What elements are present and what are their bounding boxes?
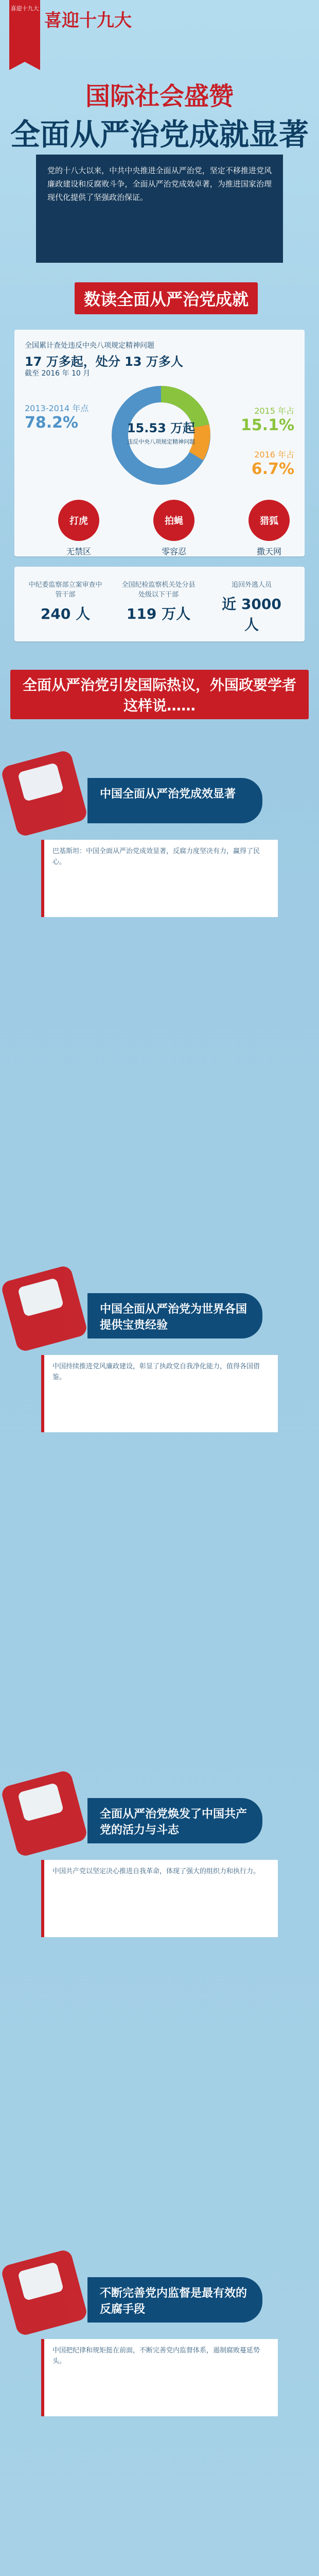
- quote-2-card: [41, 1355, 278, 1432]
- quote-1-body: 巴基斯坦：中国全面从严治党成效显著，反腐力度坚决有力，赢得了民心。: [52, 848, 260, 866]
- stat-fly-badge: 拍蝇: [153, 500, 194, 541]
- figure-3-label: 2015 年占: [254, 406, 294, 416]
- quote-2-callout: [87, 1293, 262, 1338]
- numbers-subtitle: 截至 2016 年 10 月: [25, 369, 91, 378]
- stat-tiger-sub: 无禁区: [66, 547, 91, 556]
- quote-3-title: 全面从严治党焕发了中国共产党的活力与斗志: [100, 1808, 247, 1837]
- title-line-1: 国际社会盛赞: [85, 83, 234, 110]
- stat-fox-badge: 猎狐: [249, 500, 290, 541]
- case-card-3-value: 近 3000 人: [222, 596, 281, 633]
- fist-icon-2: [0, 1264, 88, 1352]
- case-card-3-label: 追回外逃人员: [231, 581, 272, 589]
- quote-3-callout: [87, 1798, 262, 1843]
- ring-chart: [104, 379, 218, 492]
- figure-1-value: 17 万多起，处分 13 万多人: [25, 354, 183, 369]
- top-ribbon: 喜迎十九大: [9, 0, 40, 62]
- international-headline: 全面从严治党引发国际热议，外国政要学者这样说……: [10, 670, 309, 719]
- case-card-2-label: 全国纪检监察机关处分县处级以下干部: [121, 581, 196, 599]
- fist-icon-1: [0, 749, 88, 837]
- quote-3-body: 中国共产党以坚定决心推进自我革命，体现了强大的组织力和执行力。: [52, 1868, 260, 1875]
- stat-fly: [135, 500, 212, 557]
- title-line-2: 全面从严治党成就显著: [10, 118, 309, 151]
- figure-2: [25, 402, 88, 432]
- quote-4-callout: [87, 2277, 262, 2323]
- figure-2-value: 78.2%: [25, 414, 79, 432]
- stat-tiger-badge: 打虎: [58, 500, 99, 541]
- quote-3-card: [41, 1860, 278, 1937]
- case-card-1-label: 中纪委监察部立案审查中管干部: [28, 581, 102, 599]
- figure-2-label: 2013-2014 年点: [25, 403, 89, 413]
- quote-2-title: 中国全面从严治党为世界各国提供宝贵经验: [100, 1303, 247, 1332]
- numbers-title: 数读全面从严治党成就: [75, 282, 258, 314]
- quote-1-card: [41, 840, 278, 917]
- stat-fox-sub: 撒天网: [256, 547, 281, 556]
- intro-box: 党的十八大以来，中共中央推进全面从严治党，坚定不移推进党风廉政建设和反腐败斗争，全面从严治党成效卓著，为推进国家治理现代化提供了坚强政治保证。: [36, 155, 283, 263]
- figure-3-value: 15.1%: [240, 416, 294, 434]
- ring-center-value: 15.53 万起: [127, 421, 196, 435]
- figure-4-value: 6.7%: [251, 460, 294, 478]
- quote-4-body: 中国把纪律和规矩挺在前面，不断完善党内监督体系，遏制腐败蔓延势头。: [52, 2347, 260, 2365]
- figure-3: [241, 404, 294, 434]
- figure-1-label: 全国累计查处违反中央八项规定精神问题: [25, 342, 154, 350]
- figure-4: [252, 448, 294, 478]
- case-card-1: [27, 579, 104, 623]
- quote-4-title: 不断完善党内监督是最有效的反腐手段: [100, 2287, 247, 2316]
- stat-fox: [231, 500, 308, 557]
- stat-tiger: [40, 500, 117, 557]
- case-card-2-value: 119 万人: [126, 605, 191, 622]
- numbers-panel: [14, 330, 305, 556]
- stat-grid: [40, 500, 308, 557]
- logo-text: 喜迎十九大: [44, 10, 132, 31]
- quote-4-card: [41, 2339, 278, 2416]
- ring-center-sub: 违反中央八项规定精神问题: [127, 438, 195, 445]
- case-card-2: [120, 579, 197, 623]
- quote-1-callout: [87, 778, 262, 823]
- fist-icon-4: [0, 2248, 88, 2336]
- case-panel: [14, 567, 305, 641]
- quote-2-body: 中国持续推进党风廉政建设，彰显了执政党自我净化能力，值得各国借鉴。: [52, 1363, 260, 1381]
- quote-1-title: 中国全面从严治党成效显著: [100, 788, 236, 801]
- fist-icon-3: [0, 1769, 88, 1857]
- case-card-1-value: 240 人: [40, 605, 91, 622]
- figure-4-label: 2016 年占: [254, 450, 294, 460]
- case-card-3: [213, 579, 290, 634]
- stat-fly-sub: 零容忍: [161, 547, 186, 556]
